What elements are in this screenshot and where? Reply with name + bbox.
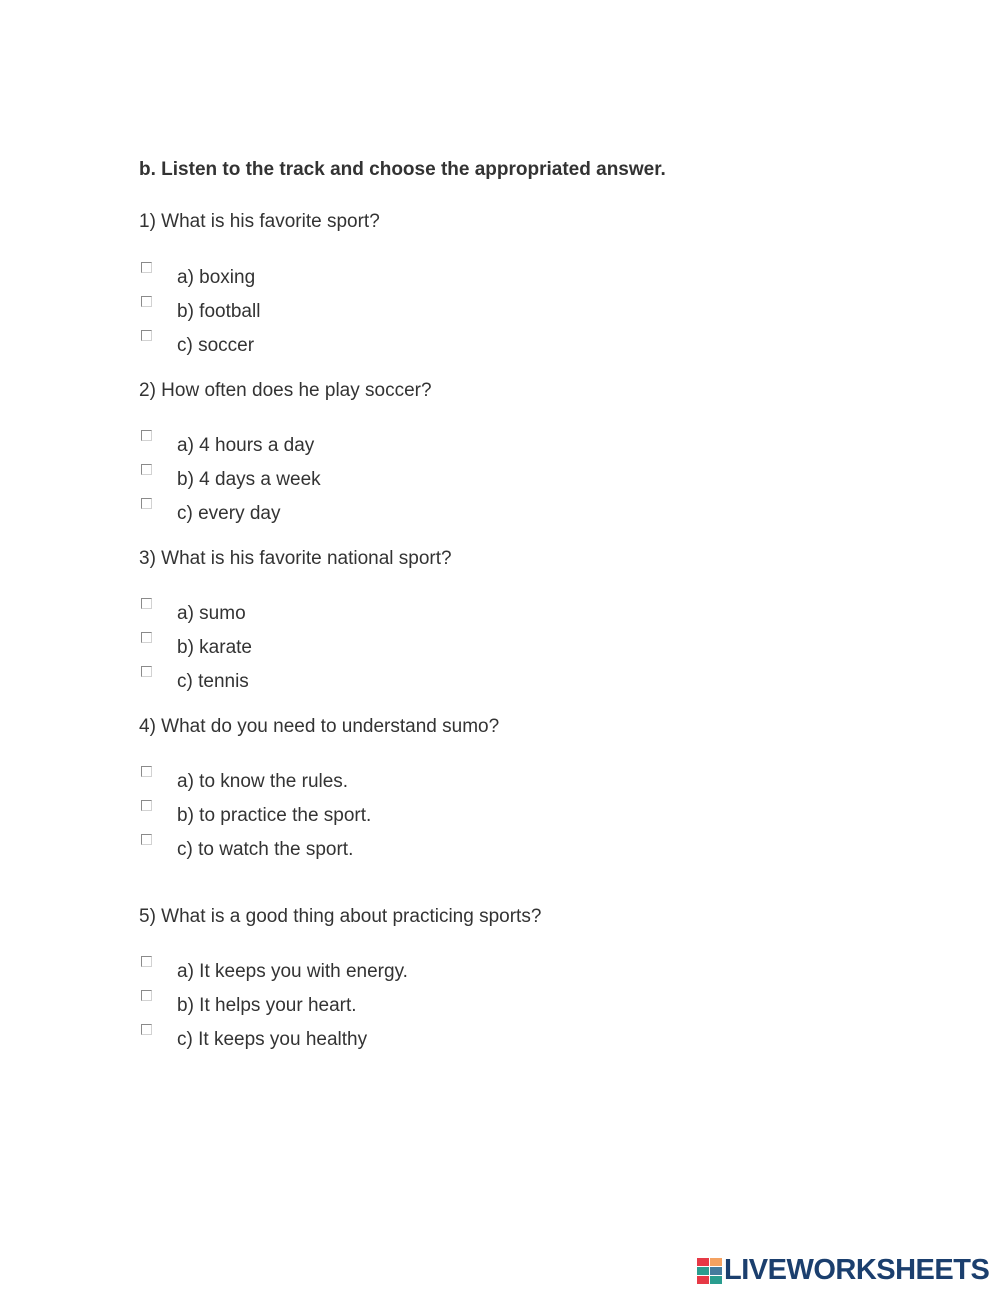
option-5a[interactable]: [139, 956, 559, 982]
logo-mark-block: [697, 1258, 709, 1266]
option-label: b) karate: [177, 637, 252, 658]
option-label: c) soccer: [177, 335, 255, 356]
logo-mark-block: [710, 1267, 722, 1275]
checkbox-1c[interactable]: [141, 330, 152, 341]
checkbox-4b[interactable]: [141, 800, 152, 811]
option-label: b) to practice the sport.: [177, 805, 372, 826]
option-label: b) 4 days a week: [177, 469, 321, 490]
checkbox-5c[interactable]: [141, 1024, 152, 1035]
question-5: 5) What is a good thing about practicing sports?: [139, 906, 542, 927]
option-label: b) It helps your heart.: [177, 995, 357, 1016]
logo-mark-block: [697, 1276, 709, 1284]
checkbox-5b[interactable]: [141, 990, 152, 1001]
option-5c[interactable]: [139, 1024, 559, 1050]
option-2b[interactable]: [139, 464, 559, 490]
checkbox-2a[interactable]: [141, 430, 152, 441]
option-label: c) It keeps you healthy: [177, 1029, 368, 1050]
option-label: b) football: [177, 301, 261, 322]
option-1c[interactable]: [139, 330, 559, 356]
option-1a[interactable]: [139, 262, 559, 288]
option-label: c) every day: [177, 503, 281, 524]
option-4a[interactable]: [139, 766, 559, 792]
logo-text: LIVEWORKSHEETS: [724, 1253, 990, 1286]
option-label: c) to watch the sport.: [177, 839, 354, 860]
option-label: a) boxing: [177, 267, 256, 288]
logo-mark-block: [697, 1267, 709, 1275]
logo-mark-icon: [697, 1256, 723, 1284]
checkbox-2b[interactable]: [141, 464, 152, 475]
option-3b[interactable]: [139, 632, 559, 658]
instruction-heading: b. Listen to the track and choose the appropriated answer.: [139, 159, 666, 180]
question-4: 4) What do you need to understand sumo?: [139, 716, 500, 737]
liveworksheets-logo: [697, 1254, 989, 1286]
question-3: 3) What is his favorite national sport?: [139, 548, 452, 569]
option-4c[interactable]: [139, 834, 559, 860]
checkbox-4a[interactable]: [141, 766, 152, 777]
checkbox-3b[interactable]: [141, 632, 152, 643]
option-1b[interactable]: [139, 296, 559, 322]
option-3a[interactable]: [139, 598, 559, 624]
checkbox-2c[interactable]: [141, 498, 152, 509]
checkbox-4c[interactable]: [141, 834, 152, 845]
checkbox-1a[interactable]: [141, 262, 152, 273]
checkbox-5a[interactable]: [141, 956, 152, 967]
checkbox-1b[interactable]: [141, 296, 152, 307]
option-label: a) sumo: [177, 603, 246, 624]
logo-mark-block: [710, 1258, 722, 1266]
option-5b[interactable]: [139, 990, 559, 1016]
option-3c[interactable]: [139, 666, 559, 692]
option-2c[interactable]: [139, 498, 559, 524]
option-label: a) to know the rules.: [177, 771, 349, 792]
option-4b[interactable]: [139, 800, 559, 826]
checkbox-3a[interactable]: [141, 598, 152, 609]
option-label: c) tennis: [177, 671, 249, 692]
question-1: 1) What is his favorite sport?: [139, 211, 380, 232]
checkbox-3c[interactable]: [141, 666, 152, 677]
option-label: a) It keeps you with energy.: [177, 961, 408, 982]
logo-mark-block: [710, 1276, 722, 1284]
option-label: a) 4 hours a day: [177, 435, 315, 456]
option-2a[interactable]: [139, 430, 559, 456]
question-2: 2) How often does he play soccer?: [139, 380, 432, 401]
